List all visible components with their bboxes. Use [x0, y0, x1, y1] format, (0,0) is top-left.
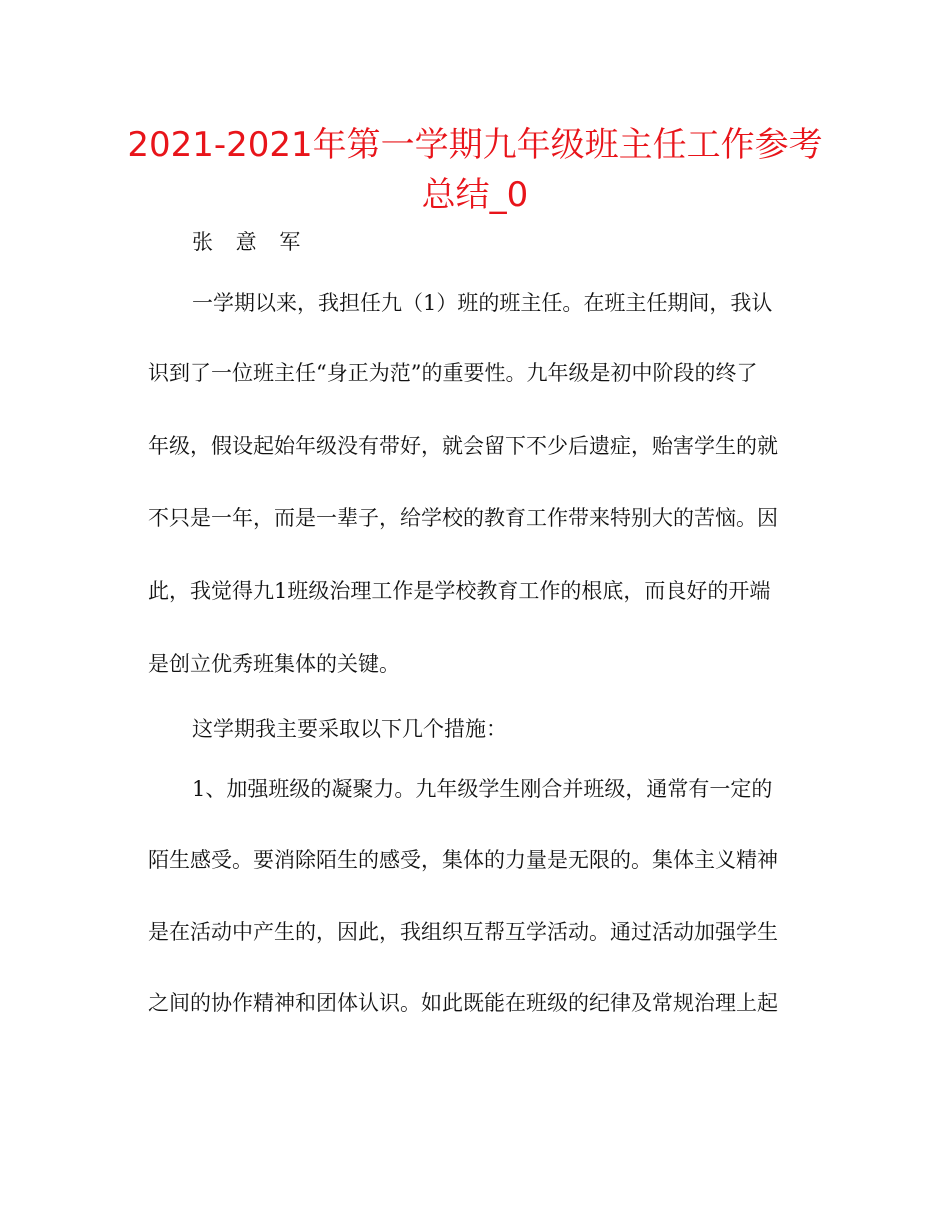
paragraph-line: 是创立优秀班集体的关键。	[148, 652, 400, 676]
document-title	[100, 120, 850, 220]
author-name: 张 意 军	[192, 230, 309, 254]
paragraph-line: 此，我觉得九1班级治理工作是学校教育工作的根底，而良好的开端	[148, 579, 771, 603]
paragraph-line: 一学期以来，我担任九（1）班的班主任。在班主任期间，我认	[192, 291, 773, 315]
paragraph-line: 识到了一位班主任“身正为范”的重要性。九年级是初中阶段的终了	[148, 361, 758, 385]
paragraph-line: 是在活动中产生的，因此，我组织互帮互学活动。通过活动加强学生	[148, 920, 778, 944]
title-line-1: 2021-2021年第一学期九年级班主任工作参考	[127, 125, 823, 165]
title-line-2: 总结_0	[421, 175, 529, 215]
paragraph-line: 1、加强班级的凝聚力。九年级学生刚合并班级，通常有一定的	[192, 777, 773, 801]
paragraph-line: 这学期我主要采取以下几个措施：	[192, 717, 507, 741]
paragraph-line: 不只是一年，而是一辈子，给学校的教育工作带来特别大的苦恼。因	[148, 506, 778, 530]
paragraph-line: 陌生感受。要消除陌生的感受，集体的力量是无限的。集体主义精神	[148, 848, 778, 872]
paragraph-line: 年级，假设起始年级没有带好，就会留下不少后遗症，贻害学生的就	[148, 434, 778, 458]
paragraph-line: 之间的协作精神和团体认识。如此既能在班级的纪律及常规治理上起	[148, 991, 778, 1015]
